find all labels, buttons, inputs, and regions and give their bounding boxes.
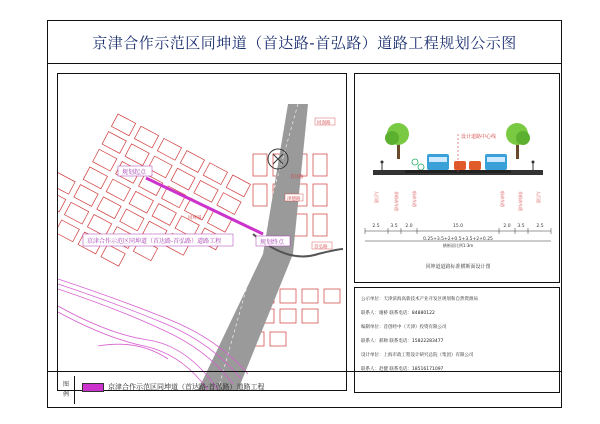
compiler-row: 编制单位：首创经中（天津）投资有限公司 xyxy=(361,325,447,330)
cross-section-drawing xyxy=(355,74,559,282)
legend-swatch xyxy=(82,383,104,392)
left-label-1: 人行道 xyxy=(374,191,379,203)
road-name-5: 同坤道 xyxy=(188,216,202,221)
plan-sheet xyxy=(47,20,562,408)
publisher-row: 公示单位：天津滨海高新技术产业开发区规划和自然资源局 xyxy=(361,297,478,302)
right-label-3: 人行道 xyxy=(536,191,541,203)
road-name-1: 同润路 xyxy=(317,121,331,126)
right-label-2: 非机动车道 xyxy=(518,191,523,211)
road-name-2: 首弘路 xyxy=(314,245,328,250)
left-label-3: 机动车道 xyxy=(412,191,417,207)
car-icon-2 xyxy=(469,161,481,170)
legend-item-label: 京津合作示范区同坤道（首达路-首弘路）道路工程 xyxy=(108,383,265,391)
scale-note: 横断面比例1:3m xyxy=(442,243,474,248)
project-callout: 京津合作示范区同坤道（首达路-首弘路）道路工程 xyxy=(87,238,222,245)
dim-3: 2.0 xyxy=(405,224,413,229)
legend xyxy=(48,371,561,408)
total-formula: 0.25+3.5+2+0.5+3.5+2+0.25 xyxy=(423,237,493,242)
section-caption: 同坤道道路标准横断面设计图 xyxy=(425,264,491,270)
map-drawing xyxy=(58,74,346,390)
site-map xyxy=(57,73,347,391)
dim-1: 2.5 xyxy=(372,224,380,229)
road-name-3: 津德路 xyxy=(287,197,301,202)
legend-heading: 图例 xyxy=(62,381,69,398)
cross-section-panel xyxy=(354,73,560,283)
dim-6: 3.5 xyxy=(517,224,525,229)
dim-5: 2.0 xyxy=(503,224,511,229)
start-label: 规划起点 xyxy=(122,169,147,176)
right-label-1: 机动车道 xyxy=(500,191,505,207)
dim-2: 3.5 xyxy=(390,224,398,229)
left-label-2: 非机动车道 xyxy=(394,191,399,211)
dim-4: 15.0 xyxy=(452,224,464,229)
compiler-contact-row: 联系人：郝帅 联系电话：15822283477 xyxy=(361,339,444,344)
end-label: 规划终点 xyxy=(260,239,285,246)
designer-contact-row: 联系人：赵健 联系电话：18516171097 xyxy=(361,367,444,372)
dim-7: 2.5 xyxy=(536,224,544,229)
publisher-contact-row: 联系人：谢桥 联系电话：84880122 xyxy=(361,311,435,316)
tree-icon xyxy=(385,123,530,159)
center-line-label: 设计道路中心线 xyxy=(461,134,497,140)
designer-row: 设计单位：上海市政工程设计研究总院（集团）有限公司 xyxy=(361,353,474,358)
car-icon xyxy=(454,161,466,170)
road-name-4: 首达路 xyxy=(290,175,304,180)
page-title: 京津合作示范区同坤道（首达路-首弘路）道路工程规划公示图 xyxy=(48,21,561,64)
